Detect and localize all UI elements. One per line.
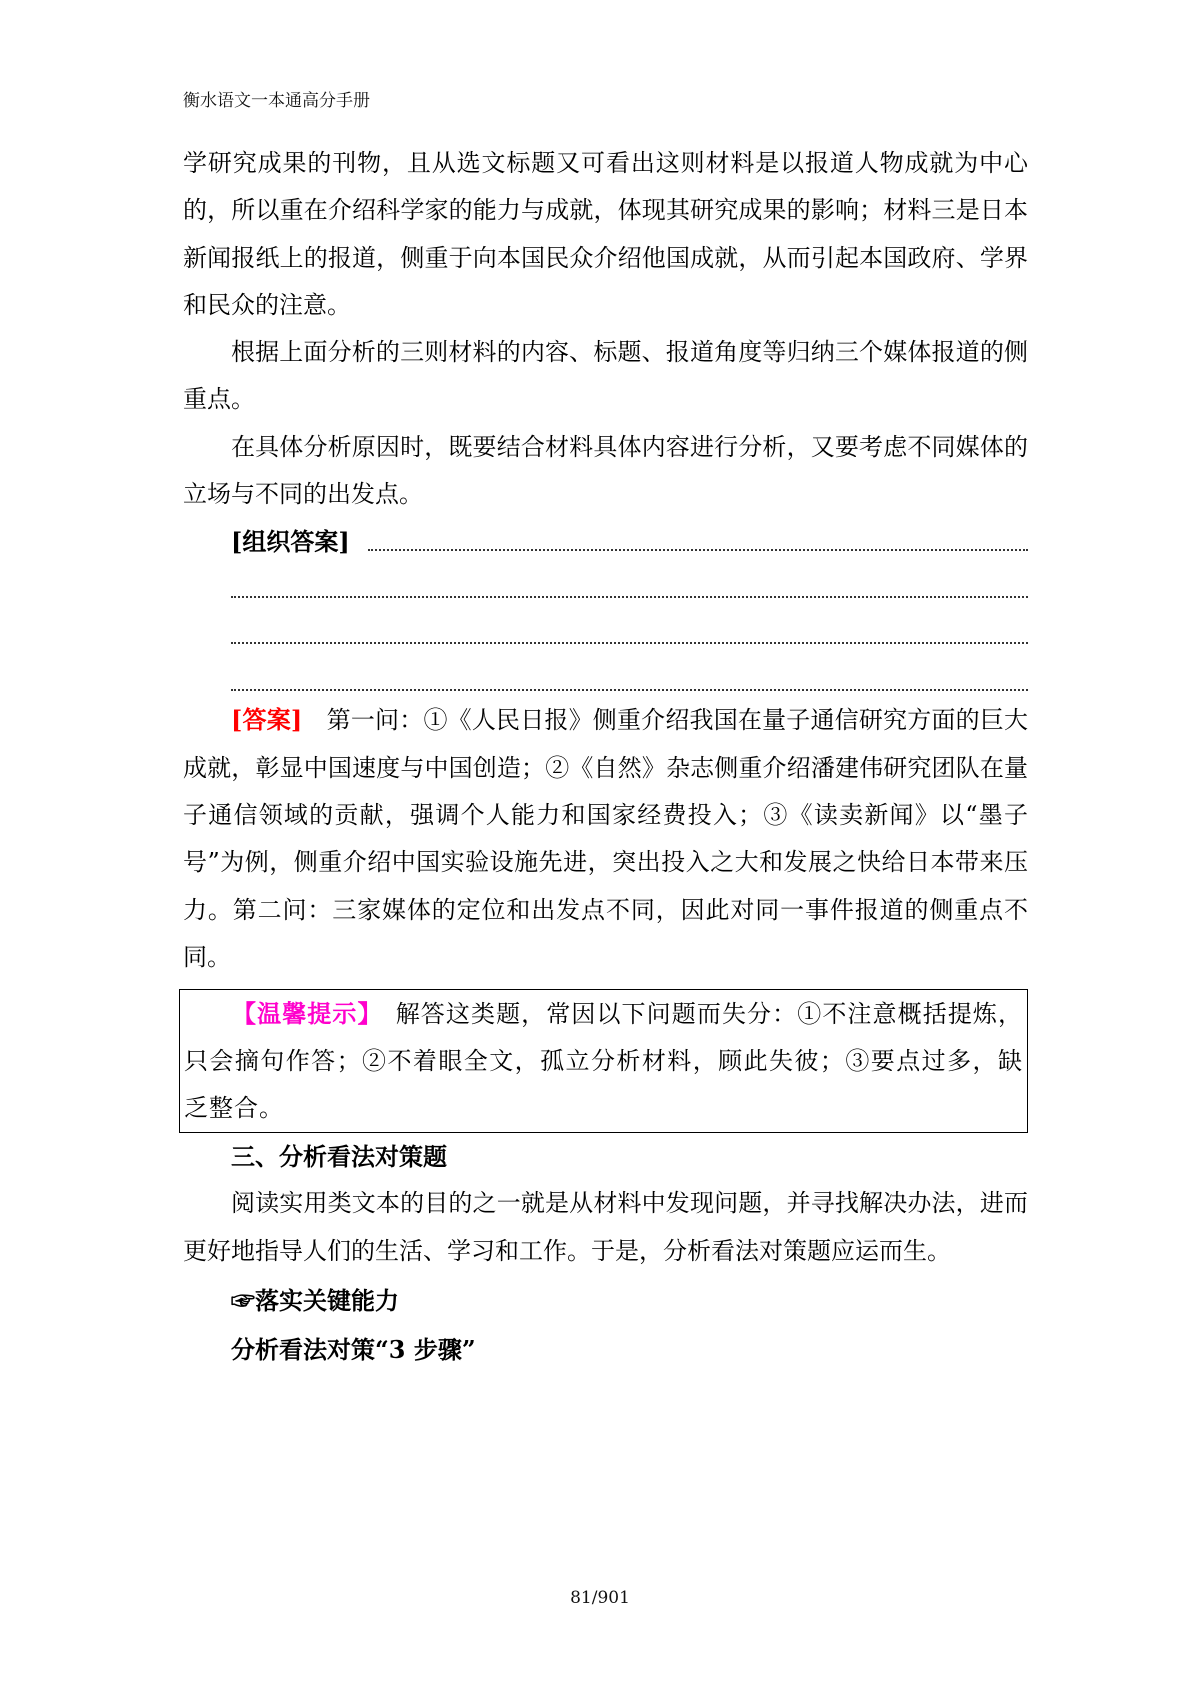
page-number: 81/901 <box>570 1588 630 1608</box>
answer-line-2 <box>231 596 1028 598</box>
tip-tag: 【温馨提示】 <box>232 999 371 1029</box>
tip-paragraph <box>184 990 1023 1132</box>
answer-writing-area <box>183 518 1028 696</box>
tip-box <box>179 989 1028 1133</box>
answer-line-1 <box>368 549 1028 551</box>
steps-title: 分析看法对策“3 步骤” <box>231 1335 476 1365</box>
paragraph-analysis: 在具体分析原因时，既要结合材料具体内容进行分析，又要考虑不同媒体的立场与不同的出发点。 <box>183 432 1028 509</box>
section-heading: 三、分析看法对策题 <box>231 1142 447 1172</box>
page-content <box>183 140 1028 1374</box>
answer-text: 第一问：①《人民日报》侧重介绍我国在量子通信研究方面的巨大成就，彰显中国速度与中国创造；②《自然》杂志侧重介绍潘建伟研究团队在量子通信领域的贡献，强调个人能力和国家经费投入；③《读卖新闻》以“墨子号”为例，侧重介绍中国实验设施先进，突出投入之大和发展之快给日本带来压力。第二问：三家媒体的定位和出发点不同，因此对同一事件报道的侧重点不同。 <box>183 706 1029 971</box>
answer-line-4 <box>231 689 1028 691</box>
paragraph-continuation: 学研究成果的刊物，且从选文标题又可看出这则材料是以报道人物成就为中心的，所以重在介绍科学家的能力与成就，体现其研究成果的影响；材料三是日本新闻报纸上的报道，侧重于向本国民众介绍他国成就，从而引起本国政府、学界和民众的注意。 <box>183 149 1028 319</box>
tip-text: 解答这类题，常因以下问题而失分：①不注意概括提炼，只会摘句作答；②不着眼全文，孤立分析材料，顾此失彼；③要点过多，缺乏整合。 <box>184 1000 1024 1123</box>
organize-answer-label: [组织答案] <box>231 527 350 557</box>
running-header: 衡水语文一本通高分手册 <box>183 91 370 111</box>
paragraph-summary: 根据上面分析的三则材料的内容、标题、报道角度等归纳三个媒体报道的侧重点。 <box>183 338 1028 414</box>
answer-tag: [答案] <box>231 705 303 735</box>
key-ability-heading: ☞落实关键能力 <box>231 1286 399 1316</box>
answer-line-3 <box>231 642 1028 644</box>
section-intro: 阅读实用类文本的目的之一就是从材料中发现问题，并寻找解决办法，进而更好地指导人们的生活、学习和工作。于是，分析看法对策题应运而生。 <box>183 1189 1028 1265</box>
answer-paragraph <box>183 696 1028 981</box>
